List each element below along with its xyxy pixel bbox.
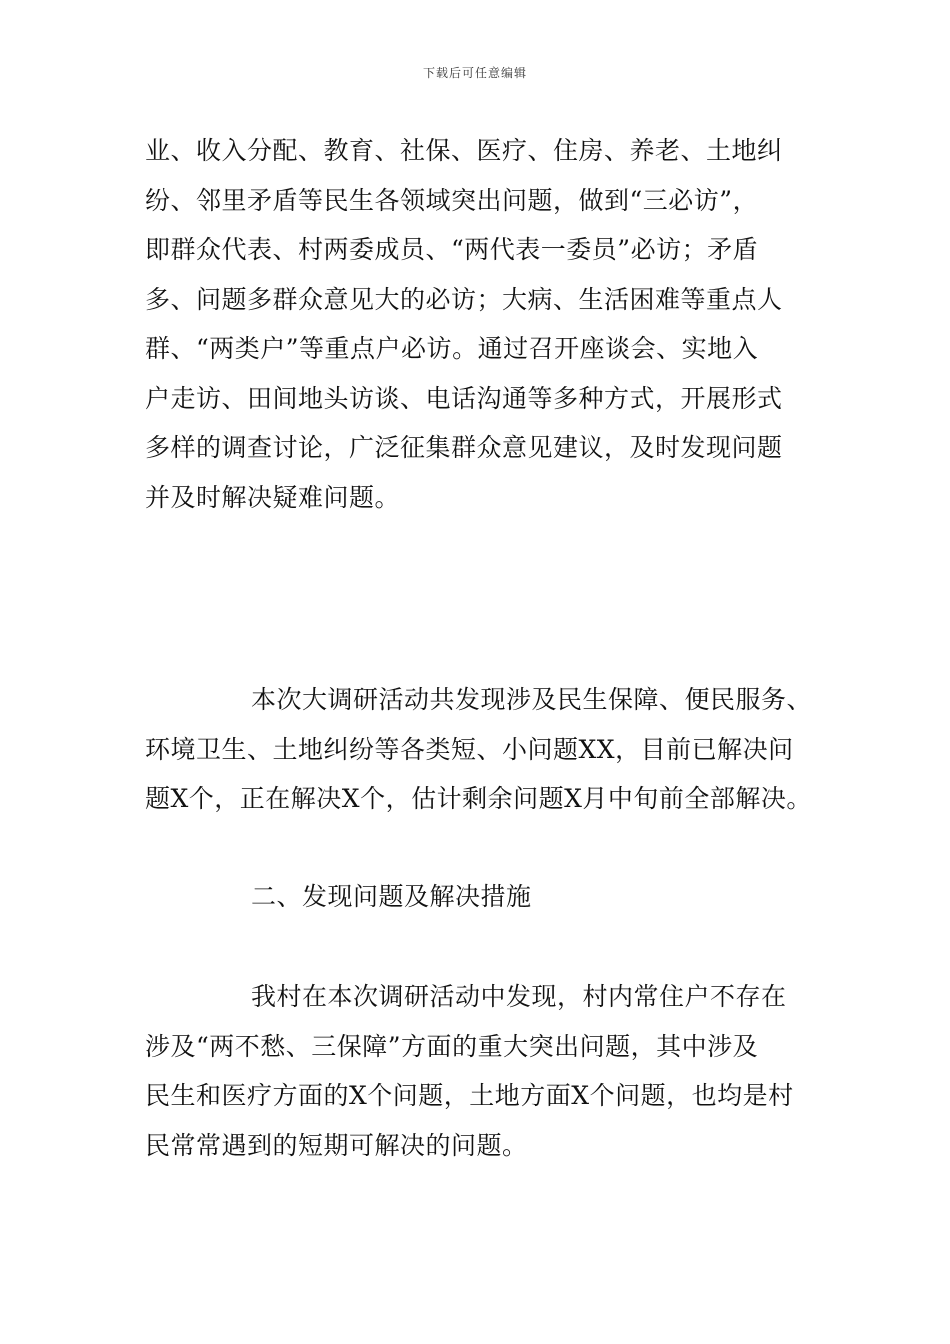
body-paragraph-3 xyxy=(145,972,835,1170)
page-header-watermark: 下载后可任意编辑 xyxy=(422,66,527,80)
section-heading xyxy=(145,872,835,922)
body-paragraph-1 xyxy=(145,126,835,522)
body-paragraph-2 xyxy=(145,675,835,824)
text-line: 我村在本次调研活动中发现，村内常住户不存在 xyxy=(251,982,787,1011)
text-line: 群、“两类户”等重点户必访。通过召开座谈会、实地入 xyxy=(145,334,759,363)
text-line: 多样的调查讨论，广泛征集群众意见建议，及时发现问题 xyxy=(145,433,783,462)
text-line: 多、问题多群众意见大的必访；大病、生活困难等重点人 xyxy=(145,284,783,314)
text-line: 即群众代表、村两委成员、“两代表一委员”必访；矛盾 xyxy=(145,235,759,264)
text-line: 业、收入分配、教育、社保、医疗、住房、养老、土地纠 xyxy=(145,136,783,165)
text-line: 涉及“两不愁、三保障”方面的重大突出问题，其中涉及 xyxy=(145,1031,759,1061)
text-line: 题X个，正在解决X个，估计剩余问题X月中旬前全部解决。 xyxy=(145,784,812,813)
text-line: 纷、邻里矛盾等民生各领域突出问题，做到“三必访”， xyxy=(145,185,759,215)
text-line: 并及时解决疑难问题。 xyxy=(145,482,401,512)
section-heading-text: 二、发现问题及解决措施 xyxy=(251,882,532,911)
text-line: 民生和医疗方面的X个问题，土地方面X个问题，也均是村 xyxy=(145,1081,794,1110)
text-line: 环境卫生、土地纠纷等各类短、小问题XX，目前已解决问 xyxy=(145,734,794,764)
text-line: 户走访、田间地头访谈、电话沟通等多种方式，开展形式 xyxy=(145,383,783,413)
text-line: 本次大调研活动共发现涉及民生保障、便民服务、 xyxy=(251,685,813,714)
text-line: 民常常遇到的短期可解决的问题。 xyxy=(145,1130,528,1160)
